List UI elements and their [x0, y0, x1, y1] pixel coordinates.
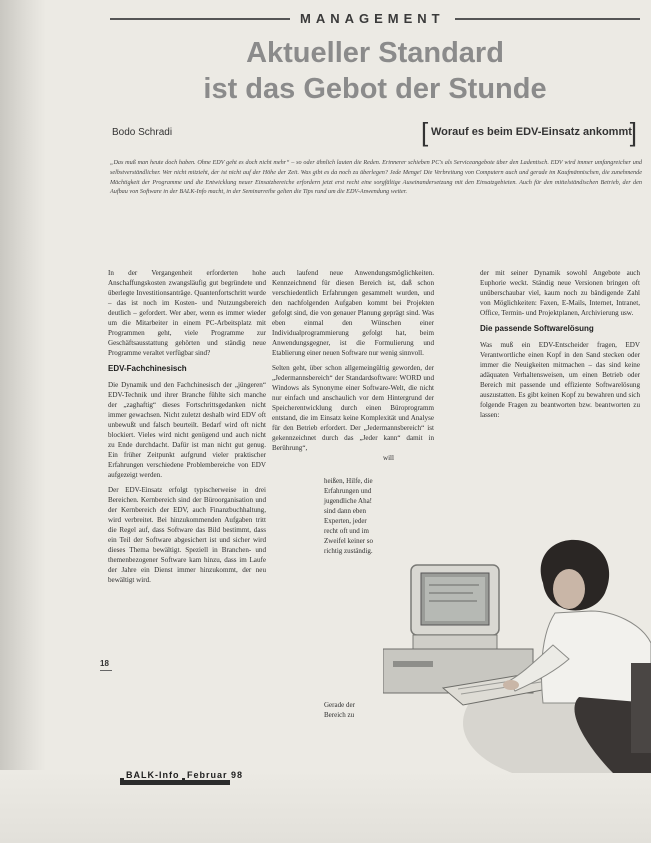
bracket-right: ]: [629, 117, 637, 147]
col1-paragraph-2: Die Dynamik und den Fachchinesisch der „jüngeren“ EDV-Technik und ihrer Branche fühlte sich manche der „zaghaftig“ dieses Fortschrittsgedanken nicht immer gewachsen. Nicht zuletzt deshalb wird EDV oft unbewußt und falsch beurteilt. Bedarf wird oft nicht blockiert. Vieles wird nicht genügend und auch nicht zu Ende durchdacht. Dafür ist man nicht gut genug. Ein früher Zeitpunkt aufgrund vieler praktischer Erfahrungen verschiedene Problembereiche von EDV aufgezeigt werden.: [108, 381, 266, 479]
woman-at-computer-photo: [383, 513, 651, 773]
col2-paragraph-2: Selten geht, über schon allgemeingültig geworden, der „Jedermannsbereich“ der Standardsoftware: WORD und Windows als Synonyme einer Software-Welt, die nicht nur einfach und anschaulich vor dem Hintergrund der Speicherentwicklung durch einen Büroprogramm entstand, die im Einsatz keine Komplexität und Analyse für den Betrieb erfordert. Der „Jedermannsbereich“ ist gekennzeichnet durch das „Jeder kann“ damit in Berührung“,: [272, 364, 434, 452]
footer-brand: BALK-Info: [126, 770, 180, 780]
page-number-rule: [100, 670, 112, 671]
intro-paragraph: „Das muß man heute doch haben. Ohne EDV geht es doch nicht mehr“ – so oder ähnlich lauten die Reden. Erinnerer schieben PC's als Serviceangebote über den Ladentisch. EDV wird immer umfangreicher und selbstverständlicher. Wer nicht mitzieht, der ist nicht auf der Höhe der Zeit. Was gibt es da noch zu überlegen? Jede Menge! Die Verbreitung von Computern auch und gerade im Kaufmännischen, die zunehmende Mächtigkeit der Programme und die Entwicklung neuer Einsatzbereiche erfordern jetzt erst recht eine sorgfältige Auseinandersetzung mit den Einsatzgebieten. Auch für den mittelständischen Betrieb, der den Aufbau von Software in der BALK-Info macht, in der Seminarreihe gelten die Tips rund um die EDV-Anwendung weiter.: [110, 159, 642, 196]
col2-narrow-text-2: Gerade der Bereich zu: [324, 701, 355, 719]
author-byline: Bodo Schradi: [112, 127, 173, 138]
footer-issue: Februar 98: [187, 770, 244, 780]
column-1: [108, 268, 266, 590]
scan-shadow-bottom: [0, 770, 651, 843]
column-2: [272, 268, 434, 463]
headline-line-1: Aktueller Standard: [246, 37, 504, 69]
subhead-text: Worauf es beim EDV-Einsatz ankommt: [431, 126, 632, 138]
bracket-left: [: [421, 117, 429, 147]
col2-paragraph-2-tail: will: [382, 454, 394, 462]
scan-shadow: [0, 0, 46, 843]
section-kicker: MANAGEMENT: [300, 11, 445, 26]
article-subhead: [421, 117, 639, 147]
col3-paragraph-1: der mit seiner Dynamik sowohl Angebote auch Euphorie weckt. Ständig neue Versionen bringen oft unüberschaubar viel, kaum noch zu bändigende Zahl von Möglichkeiten: Faxen, E-Mails, Internet, Intranet, Office, Termin- und Projektplanen, Archivierung usw.: [480, 269, 640, 317]
page-number: 18: [100, 659, 109, 668]
col3-paragraph-2: Was muß ein EDV-Entscheider fragen, EDV Verantwortliche einen Kopf in den Sand stecken oder immer die Neuigkeiten mitmachen – das sind keine adäquaten Verhaltensweisen, um einen Betrieb oder Bereich mit passende und effiziente Softwarelösung auszustatten. Es gibt keinen Kopf zu bewahren und sich folgende Fragen zu beantworten bzw. beantworten zu lassen:: [480, 341, 640, 419]
col3-heading: Die passende Softwarelösung: [480, 324, 594, 333]
headline-line-2: ist das Gebot der Stunde: [203, 73, 547, 105]
column-3: [480, 268, 640, 425]
col1-paragraph-3: Der EDV-Einsatz erfolgt typischerweise in drei Bereichen. Kernbereich sind der Büroorganisation und der Kernbereich der EDV, auch Finanzbuchhaltung, wird verbreitet. Bei hinzukommenden Aufgaben tritt die Regel auf, dass Software das Bild bestimmt, dass ein Teil der Software abgesichert ist und sicher wird dieses Thema bewältigt. Speziell in Branchen- und themenbezogener Software kam hinzu, dass im Laufe der Jahre ein Dienst immer hinzukommt, der neu bewältigt wird.: [108, 486, 266, 584]
col2-paragraph-1: auch laufend neue Anwendungsmöglichkeiten. Kennzeichnend für diesen Bereich ist, daß schon verschiedentlich Erfahrungen gesammelt wurden, und den nachfolgenden Aufgaben kommt bei Projekten gefolgt sind, die von genauer Planung geprägt sind. Was eben einmal den Wünschen einer Individualprogrammierung gefolgt hat, beim Anwendungsgegner, ist die Formulierung und Etablierung einer neuen Software nur wenig sinnvoll.: [272, 269, 434, 357]
kicker-rule-right: [455, 18, 640, 20]
col1-paragraph-1: In der Vergangenheit erforderten hohe Anschaffungskosten zwangsläufig gut begründete und überlegte Investitionsanträge. Quantenfortschritt wurde – das ist noch im Kosten- und Nutzungsbereich deutlich – gefordert. Wer aber, wenn es immer wieder um die Mitarbeiter in einem PC-Arbeitsplatz mit Programmen geht, viele Programme zur Geschäftsausstattung gehörten und ständig neue Programme veraltet verfügbar sind?: [108, 269, 266, 357]
kicker-rule-left: [110, 18, 290, 20]
col1-heading: EDV-Fachchinesisch: [108, 364, 187, 373]
headline: [150, 35, 600, 107]
col2-narrow-text: heißen, Hilfe, die Erfahrungen und jugendliche Aha! sind dann eben Experten, jeder recht oft und im Zweifel keiner so richtig zuständig.: [324, 477, 373, 555]
